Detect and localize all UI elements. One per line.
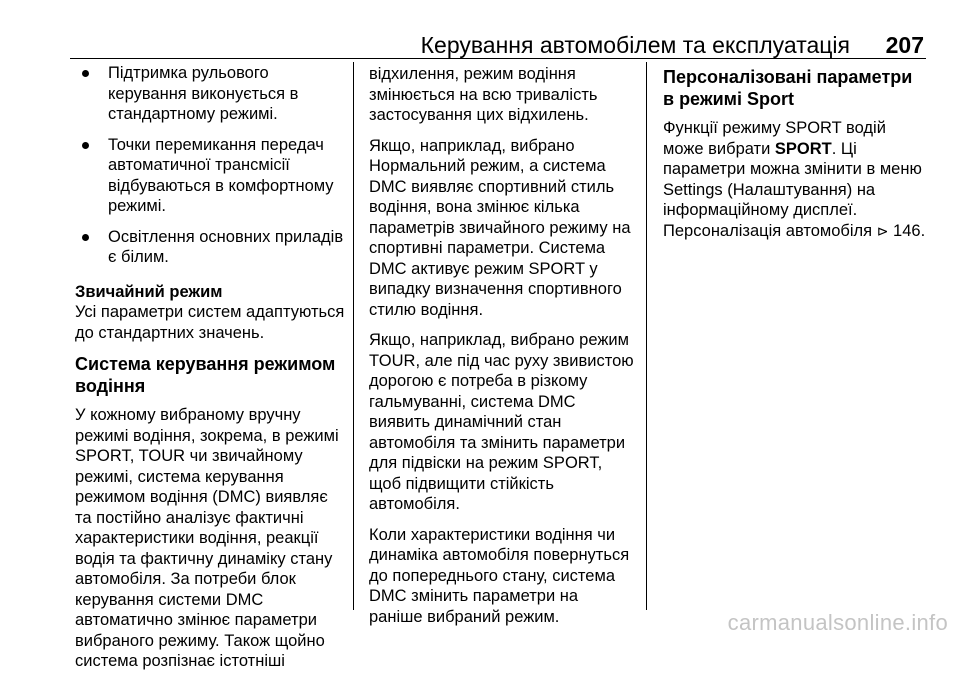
watermark: carmanualsonline.info bbox=[727, 610, 948, 635]
cross-reference-link[interactable]: Персоналізація автомобіля ⊳ 146. bbox=[663, 221, 926, 240]
paragraph: Якщо, наприклад, вибрано режим TOUR, але під час руху звивистою дорогою є потреба в різкому гальмуванні, система DMC виявить динамічний стан автомобіля та змінить параметри для підвіски на режим SPORT, щоб підвищити стійкість автомобіля. bbox=[369, 331, 634, 513]
bullet-icon bbox=[82, 70, 89, 77]
bullet-item: Освітлення основних приладів є білим. bbox=[75, 227, 347, 268]
column-divider-right bbox=[646, 62, 647, 610]
page-header bbox=[0, 0, 960, 64]
dmc-heading: Система керування режимом водіння bbox=[75, 354, 336, 396]
bullet-icon bbox=[82, 234, 89, 241]
header-rule bbox=[70, 58, 926, 59]
bullet-item: Точки перемикання передач автоматичної трансмісії відбуваються в комфортному режимі. bbox=[75, 135, 347, 217]
column-divider-left bbox=[353, 62, 354, 610]
column-3 bbox=[663, 63, 928, 251]
sport-settings-text: Функції режиму SPORT водій може вибрати SPORT. Ці параметри можна змінити в меню Settings (Налаштування) на інформаційному дисплеї. Персоналізація автомобіля ⊳ 146. bbox=[663, 119, 926, 240]
paragraph: Коли характеристики водіння чи динаміка автомобіля повернуться до попереднього стану, система DMC змінить параметри на раніше вибраний режим. bbox=[369, 525, 630, 626]
paragraph: відхилення, режим водіння змінюється на всю тривалість застосування цих відхилень. bbox=[369, 65, 598, 124]
paragraph: Якщо, наприклад, вибрано Нормальний режим, а система DMC виявляє спортивний стиль водіння, вона змінює кілька параметрів звичайного режиму на спортивні параметри. Система DMC активує режим SPORT у випадку визначення спортивного стилю водіння. bbox=[369, 136, 631, 319]
column-2 bbox=[369, 63, 636, 637]
column-1 bbox=[75, 63, 347, 682]
normal-mode-heading: Звичайний режим bbox=[75, 282, 223, 301]
header-title: Керування автомобілем та експлуатація bbox=[420, 32, 850, 58]
sport-settings-heading: Персоналізовані параметри в режимі Sport bbox=[663, 67, 913, 109]
bullet-item: Підтримка рульового керування виконується в стандартному режимі. bbox=[75, 63, 347, 125]
page-ref-arrow-icon: ⊳ bbox=[876, 222, 889, 239]
bullet-list bbox=[75, 63, 347, 268]
bullet-icon bbox=[82, 142, 89, 149]
page-number: 207 bbox=[885, 32, 924, 58]
normal-mode-text: Усі параметри систем адаптуються до стандартних значень. bbox=[75, 303, 345, 342]
dmc-text: У кожному вибраному вручну режимі водіння, зокрема, в режимі SPORT, TOUR чи звичайному режимі, система керування режимом водіння (DMC) виявляє та постійно аналізує фактичні характеристики водіння, реакції водія та фактичну динаміку стану автомобіля. За потреби блок керування системи DMC автоматично змінює параметри вибраного режиму. Також щойно система розпізнає істотніші bbox=[75, 406, 339, 670]
